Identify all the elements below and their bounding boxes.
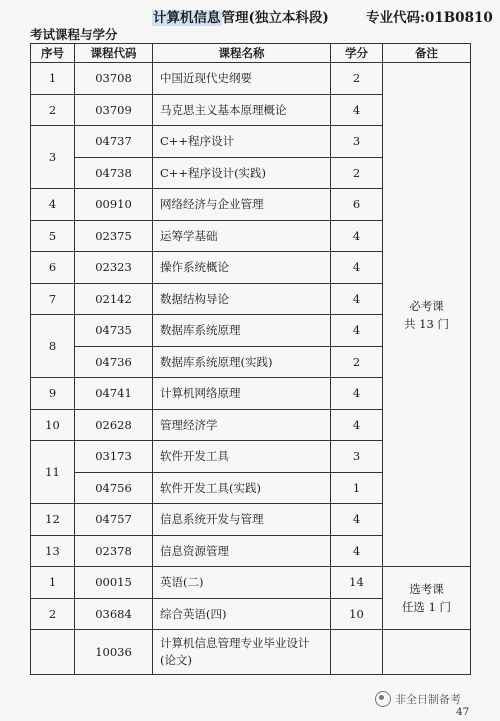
course-no: 7 bbox=[31, 283, 75, 315]
course-credit: 2 bbox=[331, 157, 383, 189]
course-code: 04756 bbox=[75, 472, 153, 504]
course-no: 1 bbox=[31, 63, 75, 95]
course-code: 03684 bbox=[75, 598, 153, 630]
col-header-code: 课程代码 bbox=[75, 44, 153, 63]
course-name: 信息系统开发与管理 bbox=[153, 504, 331, 536]
course-no: 11 bbox=[31, 441, 75, 504]
course-credit: 3 bbox=[331, 441, 383, 473]
course-no: 4 bbox=[31, 189, 75, 221]
course-name: 计算机网络原理 bbox=[153, 378, 331, 410]
title-highlight: 计算机信息 bbox=[153, 10, 221, 26]
course-name: 数据库系统原理(实践) bbox=[153, 346, 331, 378]
course-name: 数据结构导论 bbox=[153, 283, 331, 315]
course-code: 02628 bbox=[75, 409, 153, 441]
course-code: 04741 bbox=[75, 378, 153, 410]
course-name: 管理经济学 bbox=[153, 409, 331, 441]
watermark bbox=[375, 691, 461, 707]
course-code: 04737 bbox=[75, 126, 153, 158]
thesis-name-line2: (论文) bbox=[160, 653, 192, 667]
elective-note-line1: 选考课 bbox=[409, 582, 444, 596]
course-no: 6 bbox=[31, 252, 75, 284]
course-credit: 4 bbox=[331, 504, 383, 536]
course-no: 3 bbox=[31, 126, 75, 189]
table-body bbox=[31, 63, 471, 675]
course-code: 04735 bbox=[75, 315, 153, 347]
section-label: 考试课程与学分 bbox=[30, 27, 118, 42]
course-credit: 6 bbox=[331, 189, 383, 221]
elective-note-line2: 任选 1 门 bbox=[401, 600, 452, 614]
watermark-text: 非全日制备考 bbox=[395, 693, 461, 706]
course-name: 网络经济与企业管理 bbox=[153, 189, 331, 221]
course-name: 数据库系统原理 bbox=[153, 315, 331, 347]
required-note-line2: 共 13 门 bbox=[404, 316, 449, 331]
course-no: 2 bbox=[31, 94, 75, 126]
course-code: 02375 bbox=[75, 220, 153, 252]
course-name: 软件开发工具 bbox=[153, 441, 331, 473]
page-number: 47 bbox=[456, 706, 470, 718]
course-code: 00015 bbox=[75, 567, 153, 599]
table-row bbox=[31, 567, 471, 599]
course-code: 03709 bbox=[75, 94, 153, 126]
required-note-line1: 必考课 bbox=[409, 298, 444, 313]
major-title bbox=[152, 6, 329, 26]
thesis-code: 10036 bbox=[75, 630, 153, 675]
course-credit: 4 bbox=[331, 283, 383, 315]
title-rest: 管理(独立本科段) bbox=[221, 10, 329, 26]
course-code: 00910 bbox=[75, 189, 153, 221]
thesis-credit bbox=[331, 630, 383, 675]
course-name: 软件开发工具(实践) bbox=[153, 472, 331, 504]
major-code: 专业代码:01B0810 bbox=[366, 10, 493, 26]
course-no: 5 bbox=[31, 220, 75, 252]
course-no: 12 bbox=[31, 504, 75, 536]
course-credit: 4 bbox=[331, 409, 383, 441]
thesis-no bbox=[31, 630, 75, 675]
table-row bbox=[31, 63, 471, 95]
course-credit: 4 bbox=[331, 220, 383, 252]
thesis-name-line1: 计算机信息管理专业毕业设计 bbox=[160, 636, 310, 650]
course-credit: 4 bbox=[331, 535, 383, 567]
course-no: 9 bbox=[31, 378, 75, 410]
course-credit: 2 bbox=[331, 63, 383, 95]
course-name: 英语(二) bbox=[153, 567, 331, 599]
course-name: C++程序设计(实践) bbox=[153, 157, 331, 189]
table-header-row bbox=[31, 44, 471, 63]
col-header-credit: 学分 bbox=[331, 44, 383, 63]
course-no: 10 bbox=[31, 409, 75, 441]
course-credit: 4 bbox=[331, 252, 383, 284]
course-credit: 4 bbox=[331, 315, 383, 347]
course-credit: 4 bbox=[331, 378, 383, 410]
document-header bbox=[0, 4, 500, 26]
course-no: 8 bbox=[31, 315, 75, 378]
course-name: 运筹学基础 bbox=[153, 220, 331, 252]
course-code: 04738 bbox=[75, 157, 153, 189]
course-no: 1 bbox=[31, 567, 75, 599]
course-credit: 14 bbox=[331, 567, 383, 599]
col-header-name: 课程名称 bbox=[153, 44, 331, 63]
thesis-name bbox=[153, 630, 331, 675]
course-code: 03708 bbox=[75, 63, 153, 95]
course-credit: 2 bbox=[331, 346, 383, 378]
thesis-note bbox=[383, 630, 471, 675]
course-credit: 4 bbox=[331, 94, 383, 126]
table-row-thesis bbox=[31, 630, 471, 675]
wechat-icon bbox=[375, 691, 391, 707]
course-code: 02378 bbox=[75, 535, 153, 567]
course-name: 综合英语(四) bbox=[153, 598, 331, 630]
course-code: 04757 bbox=[75, 504, 153, 536]
col-header-note: 备注 bbox=[383, 44, 471, 63]
required-note bbox=[383, 63, 471, 567]
col-header-no: 序号 bbox=[31, 44, 75, 63]
course-no: 2 bbox=[31, 598, 75, 630]
course-name: 信息资源管理 bbox=[153, 535, 331, 567]
course-name: 操作系统概论 bbox=[153, 252, 331, 284]
course-no: 13 bbox=[31, 535, 75, 567]
course-credit: 3 bbox=[331, 126, 383, 158]
elective-note bbox=[383, 567, 471, 630]
course-code: 03173 bbox=[75, 441, 153, 473]
course-name: 马克思主义基本原理概论 bbox=[153, 94, 331, 126]
course-table bbox=[30, 43, 471, 675]
course-credit: 10 bbox=[331, 598, 383, 630]
course-code: 04736 bbox=[75, 346, 153, 378]
course-code: 02142 bbox=[75, 283, 153, 315]
course-name: C++程序设计 bbox=[153, 126, 331, 158]
course-name: 中国近现代史纲要 bbox=[153, 63, 331, 95]
course-credit: 1 bbox=[331, 472, 383, 504]
course-code: 02323 bbox=[75, 252, 153, 284]
